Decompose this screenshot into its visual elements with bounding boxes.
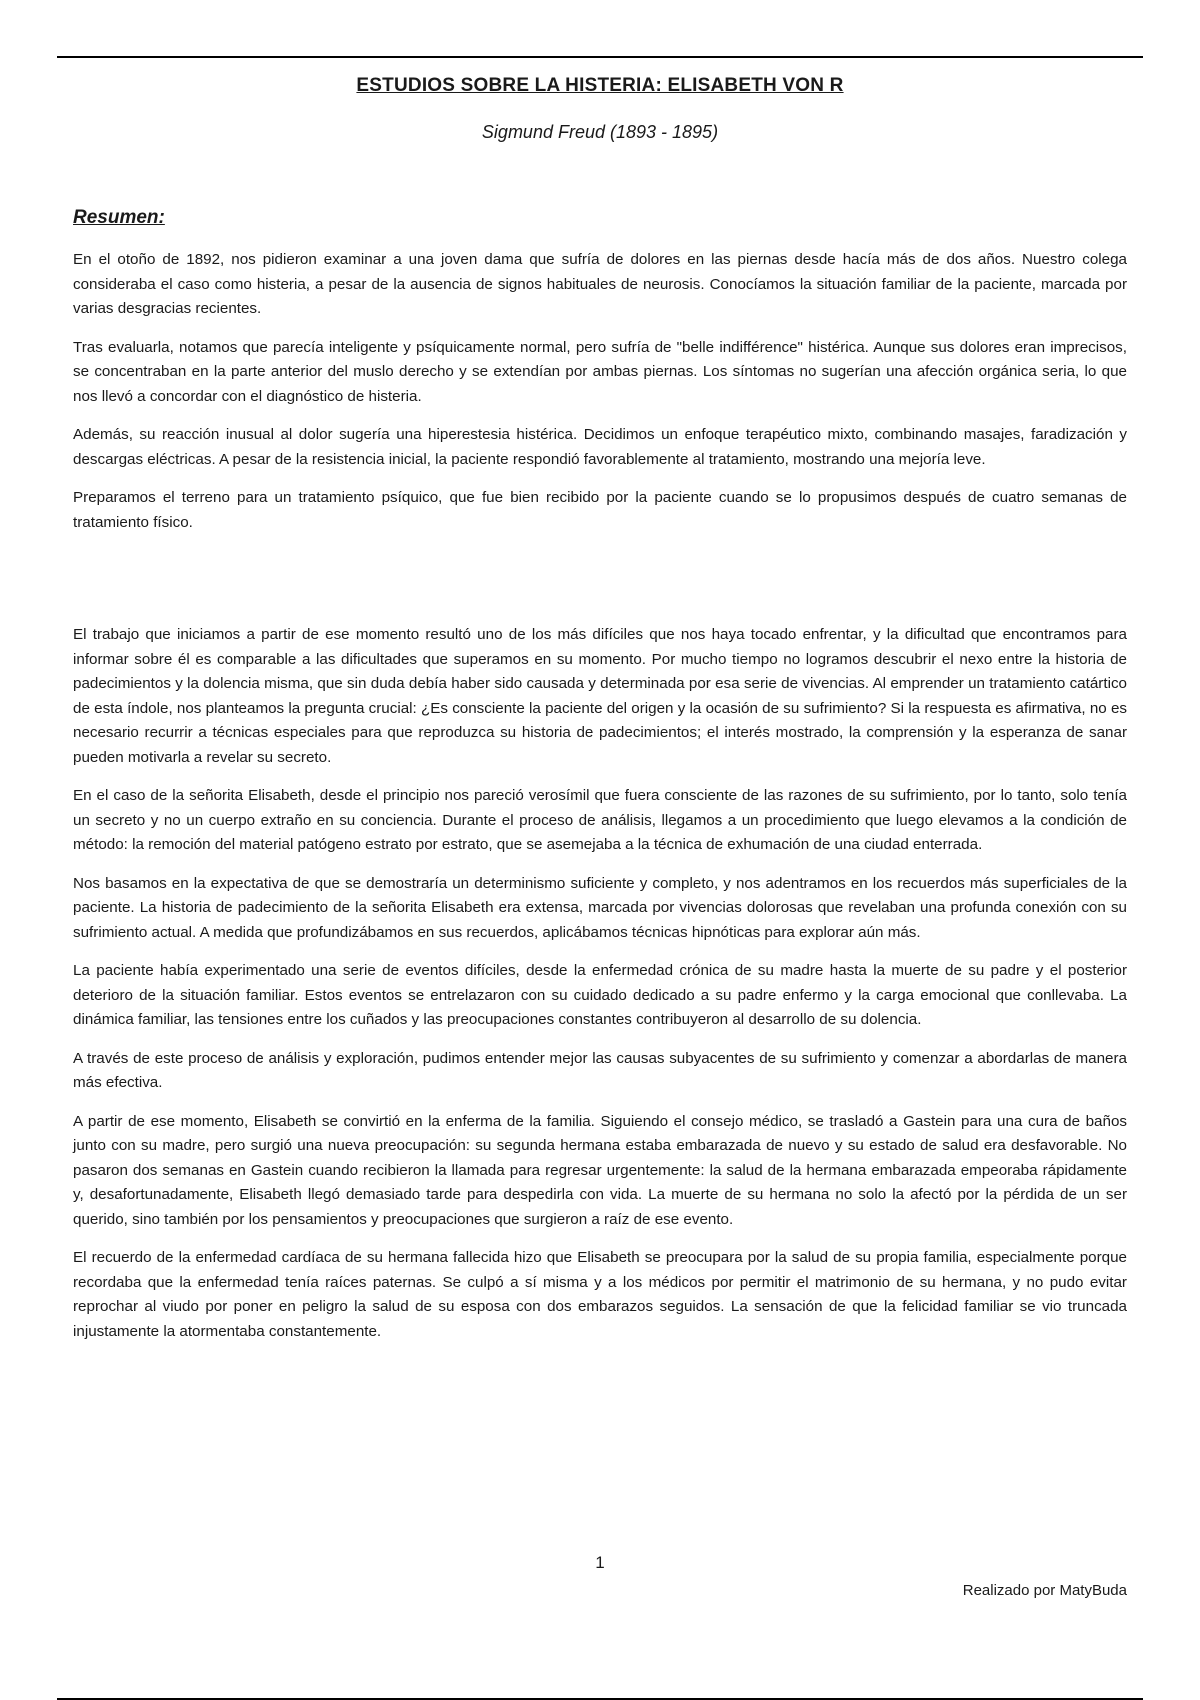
paragraph: Tras evaluarla, notamos que parecía inteligente y psíquicamente normal, pero sufría de "belle indifférence" histérica. Aunque sus dolores eran imprecisos, se concentraban en la parte anterior del muslo derecho y se extendían por ambas piernas. Los síntomas no sugerían una afección orgánica seria, lo que nos llevó a concordar con el diagnóstico de histeria.: [73, 338, 1127, 405]
author-credit: Realizado por MatyBuda: [962, 1582, 1127, 1599]
section-heading-resumen: Resumen:: [73, 207, 165, 228]
paragraph: A través de este proceso de análisis y exploración, pudimos entender mejor las causas subyacentes de su sufrimiento y comenzar a abordarlas de manera más efectiva.: [73, 1049, 1127, 1091]
document-title: ESTUDIOS SOBRE LA HISTERIA: ELISABETH VON R: [356, 75, 844, 96]
paragraph: El trabajo que iniciamos a partir de ese momento resultó uno de los más difíciles que nos haya tocado enfrentar, y la dificultad que encontramos para informar sobre él es comparable a las dificultades que superamos en su momento. Por mucho tiempo no logramos descubrir el nexo entre la historia de padecimientos y la dolencia misma, que sin duda debía haber sido causada y determinada por esa serie de vivencias. Al emprender un tratamiento catártico de esta índole, nos planteamos la pregunta crucial: ¿Es consciente la paciente del origen y la ocasión de su sufrimiento? Si la respuesta es afirmativa, no es necesario recurrir a técnicas especiales para que reproduzca su historia de padecimientos; el interés mostrado, la comprensión y la esperanza de sanar pueden motivarla a revelar su secreto.: [73, 626, 1127, 766]
paragraph: La paciente había experimentado una serie de eventos difíciles, desde la enfermedad crónica de su madre hasta la muerte de su padre y el posterior deterioro de la situación familiar. Estos eventos se entrelazaron con su cuidado dedicado a su padre enfermo y la carga emocional que conllevaba. La dinámica familiar, las tensiones entre los cuñados y las preocupaciones constantes contribuyeron al desarrollo de su dolencia.: [73, 962, 1127, 1028]
top-rule: [57, 56, 1143, 58]
document-subtitle: Sigmund Freud (1893 - 1895): [481, 122, 719, 142]
paragraph: Además, su reacción inusual al dolor sugería una hiperestesia histérica. Decidimos un enfoque terapéutico mixto, combinando masajes, faradización y descargas eléctricas. A pesar de la resistencia inicial, la paciente respondió favorablemente al tratamiento, mostrando una mejoría leve.: [73, 426, 1127, 468]
paragraph: En el otoño de 1892, nos pidieron examinar a una joven dama que sufría de dolores en las piernas desde hacía más de dos años. Nuestro colega consideraba el caso como histeria, a pesar de la ausencia de signos habituales de neurosis. Conocíamos la situación familiar de la paciente, marcada por varias desgracias recientes.: [73, 251, 1127, 317]
paragraph: Preparamos el terreno para un tratamiento psíquico, que fue bien recibido por la paciente cuando se lo propusimos después de cuatro semanas de tratamiento físico.: [73, 489, 1127, 531]
summary-block-first: [73, 248, 1127, 549]
paragraph: El recuerdo de la enfermedad cardíaca de su hermana fallecida hizo que Elisabeth se preocupara por la salud de su propia familia, especialmente porque recordaba que la enfermedad tenía raíces paternas. Se culpó a sí misma y a los médicos por permitir el matrimonio de su hermana, y no pudo evitar reprochar al viudo por poner en peligro la salud de su esposa con dos embarazos seguidos. La sensación de que la felicidad familiar se vio truncada injustamente la atormentaba constantemente.: [73, 1249, 1127, 1340]
page-number: 1: [595, 1553, 605, 1572]
paragraph: En el caso de la señorita Elisabeth, desde el principio nos pareció verosímil que fuera consciente de las razones de su sufrimiento, por lo tanto, solo tenía un secreto y no un cuerpo extraño en su conciencia. Durante el proceso de análisis, llegamos a un procedimiento que luego elevamos a la condición de método: la remoción del material patógeno estrato por estrato, que se asemejaba a la técnica de exhumación de una ciudad enterrada.: [73, 787, 1127, 853]
paragraph: A partir de ese momento, Elisabeth se convirtió en la enferma de la familia. Siguiendo el consejo médico, se trasladó a Gastein para una cura de baños junto con su madre, pero surgió una nueva preocupación: su segunda hermana estaba embarazada de nuevo y su estado de salud era desfavorable. No pasaron dos semanas en Gastein cuando recibieron la llamada para regresar urgentemente: la salud de la hermana embarazada empeoraba rápidamente y, desafortunadamente, Elisabeth llegó demasiado tarde para despedirla con vida. La muerte de su hermana no solo la afectó por la pérdida de un ser querido, sino también por los pensamientos y preocupaciones que surgieron a raíz de ese evento.: [73, 1112, 1127, 1228]
paragraph: Nos basamos en la expectativa de que se demostraría un determinismo suficiente y completo, y nos adentramos en los recuerdos más superficiales de la paciente. La historia de padecimiento de la señorita Elisabeth era extensa, marcada por vivencias dolorosas que revelaban una profunda conexión con su sufrimiento actual. A medida que profundizábamos en sus recuerdos, aplicábamos técnicas hipnóticas para explorar aún más.: [73, 874, 1127, 941]
summary-block-second: [73, 623, 1127, 1358]
